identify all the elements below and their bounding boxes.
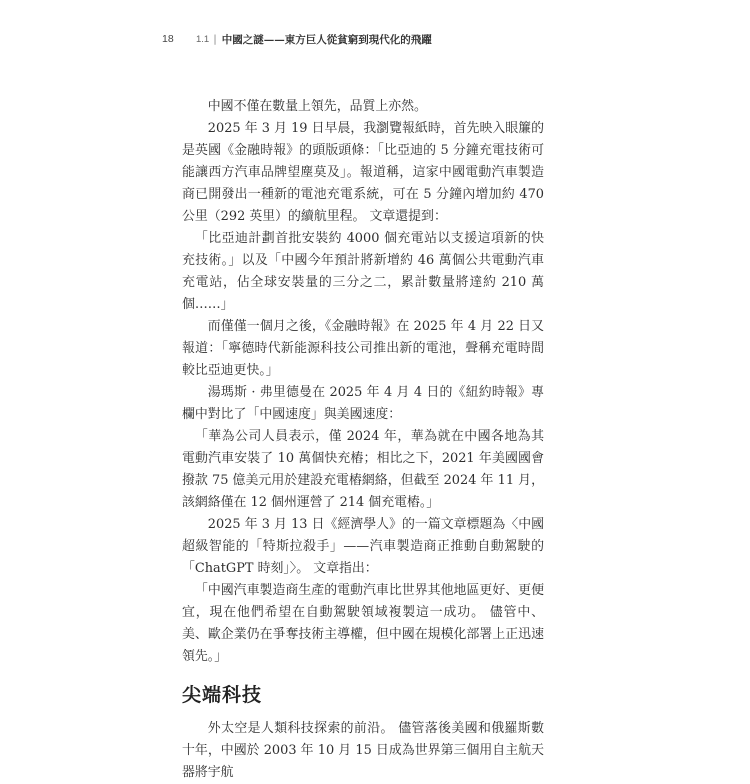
- section-heading: 尖端科技: [182, 684, 263, 706]
- running-header: [162, 31, 432, 47]
- page-body: [182, 96, 544, 784]
- quote-autonomous-driving: 「中國汽車製造商生產的電動汽車比世界其他地區更好、更便宜，現在他們希望在自動駕駛領域複製這一成功。 儘管中、美、歐企業仍在爭奪技術主導權，但中國在規模化部署上正迅速領先。」: [182, 583, 544, 664]
- paragraph-catl: 而僅僅一個月之後，《金融時報》在 2025 年 4 月 22 日又報道：「寧德時代新能源科技公司推出新的電池，聲稱充電時間較比亞迪更快。」: [182, 319, 544, 378]
- chapter-number: 1.1: [196, 33, 210, 45]
- book-title: 中國之謎——東方巨人從貧窮到現代化的飛躍: [221, 33, 432, 46]
- paragraph-friedman: 湯瑪斯 · 弗里德曼在 2025 年 4 月 4 日的《紐約時報》專欄中對比了「中國速度」與美國速度：: [182, 385, 544, 422]
- paragraph-quality-lead: 中國不僅在數量上領先，品質上亦然。: [207, 99, 427, 114]
- paragraph-space: 外太空是人類科技探索的前沿。 儘管落後美國和俄羅斯數十年，中國於 2003 年 10 月 15 日成為世界第三個用自主航天器將宇航: [182, 721, 544, 780]
- page-number: 18: [162, 33, 174, 45]
- header-separator: |: [213, 33, 217, 45]
- quote-byd-charging: 「比亞迪計劃首批安裝約 4000 個充電站以支援這項新的快充技術。」以及「中國今年預計將新增約 46 萬個公共電動汽車充電站，佔全球安裝量的三分之二，累計數量將達約 210 萬個……」: [182, 231, 544, 312]
- paragraph-economist: 2025 年 3 月 13 日《經濟學人》的一篇文章標題為〈中國超級智能的「特斯拉殺手」——汽車製造商正推動自動駕駛的「ChatGPT 時刻」〉。 文章指出：: [182, 517, 544, 576]
- quote-huawei: 「華為公司人員表示，僅 2024 年，華為就在中國各地為其電動汽車安裝了 10 萬個快充樁；相比之下，2021 年美國國會撥款 75 億美元用於建設充電樁網絡，但截至 2024 年 11 月，該網絡僅在 12 個州運營了 214 個充電樁。」: [182, 429, 544, 510]
- paragraph-ft-byd: 2025 年 3 月 19 日早晨，我瀏覽報紙時，首先映入眼簾的是英國《金融時報》的頭版頭條：「比亞迪的 5 分鐘充電技術可能讓西方汽車品牌望塵莫及」。報道稱，這家中國電動汽車製造商已開發出一種新的電池充電系統，可在 5 分鐘內增加約 470 公里（292 英里）的續航里程。 文章還提到：: [182, 121, 544, 224]
